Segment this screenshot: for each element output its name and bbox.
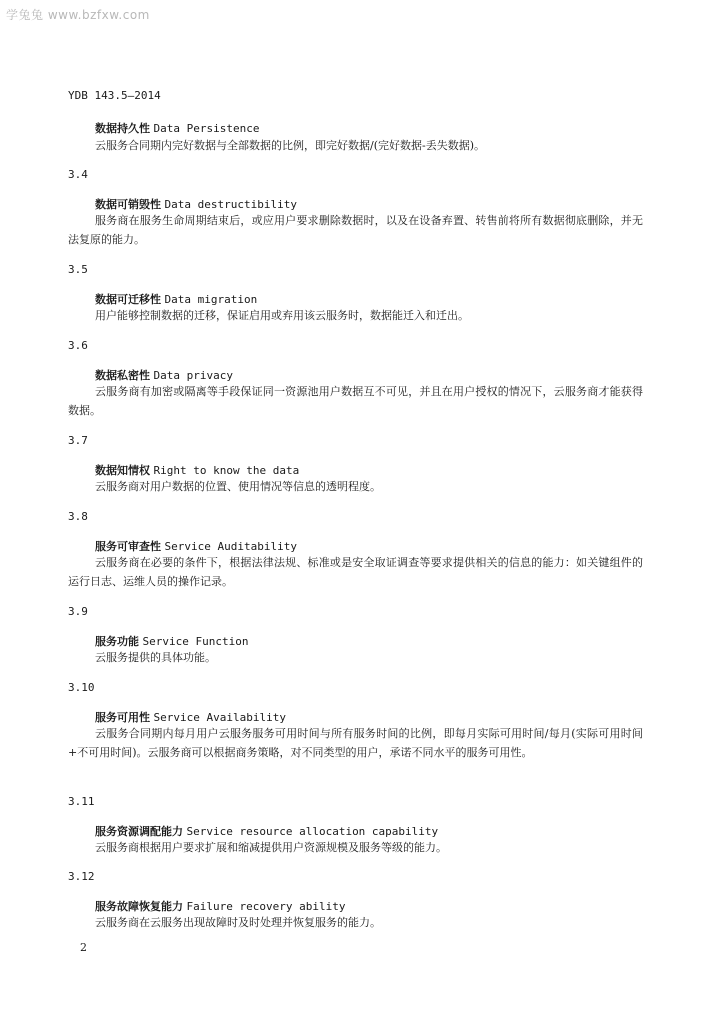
term-chinese: 数据可销毁性 [95,198,161,211]
term-chinese: 服务资源调配能力 [95,825,183,838]
clause-number: 3.10 [68,681,95,694]
term-definition: 云服务合同期内完好数据与全部数据的比例，即完好数据/(完好数据-丢失数据)。 [95,139,486,152]
clause-number: 3.4 [68,168,88,181]
term-english: Data Persistence [153,122,260,135]
term-english: Service Availability [153,711,286,724]
term-english: Data destructibility [164,198,297,211]
term-english: Service Auditability [164,540,297,553]
term-definition: 云服务商对用户数据的位置、使用情况等信息的透明程度。 [95,480,381,493]
term-chinese: 数据持久性 [95,122,150,135]
clause-number: 3.11 [68,795,95,808]
term-heading [95,462,299,478]
term-chinese: 服务故障恢复能力 [95,900,183,913]
page-number: 2 [80,941,87,954]
clause-number: 3.12 [68,870,95,883]
term-heading [95,538,297,554]
watermark: 学兔兔 www.bzfxw.com [6,8,150,22]
term-definition: 云服务合同期内每月用户云服务服务可用时间与所有服务时间的比例，即每月实际可用时间/每月(实际可用时间+不可用时间)。云服务商可以根据商务策略，对不同类型的用户，承诺不同水平的服务可用性。 [68,727,643,759]
term-heading [95,291,257,307]
term-heading [95,709,286,725]
term-chinese: 数据可迁移性 [95,293,161,306]
term-definition: 云服务商在云服务出现故障时及时处理并恢复服务的能力。 [95,916,381,929]
term-english: Right to know the data [153,464,300,477]
term-heading [95,367,233,383]
term-english: Service Function [142,635,249,648]
term-english: Data privacy [153,369,233,382]
term-chinese: 服务功能 [95,635,139,648]
term-heading [95,120,259,136]
term-definition: 服务商在服务生命周期结束后，或应用户要求删除数据时，以及在设备弃置、转售前将所有数据彻底删除，并无法复原的能力。 [68,214,643,246]
clause-number: 3.8 [68,510,88,523]
term-chinese: 服务可审查性 [95,540,161,553]
term-definition: 云服务商根据用户要求扩展和缩减提供用户资源规模及服务等级的能力。 [95,841,447,854]
clause-number: 3.9 [68,605,88,618]
term-heading [95,823,438,839]
term-heading [95,898,345,914]
term-chinese: 数据私密性 [95,369,150,382]
term-definition: 云服务商有加密或隔离等手段保证同一资源池用户数据互不可见，并且在用户授权的情况下，云服务商才能获得数据。 [68,385,643,417]
clause-number: 3.6 [68,339,88,352]
document-header: YDB 143.5—2014 [68,89,161,102]
term-english: Data migration [164,293,258,306]
term-definition: 用户能够控制数据的迁移，保证启用或弃用该云服务时，数据能迁入和迁出。 [95,309,469,322]
term-definition: 云服务提供的具体功能。 [95,651,216,664]
clause-number: 3.5 [68,263,88,276]
term-english: Failure recovery ability [186,900,346,913]
clause-number: 3.7 [68,434,88,447]
term-heading [95,633,248,649]
term-definition: 云服务商在必要的条件下，根据法律法规、标准或是安全取证调查等要求提供相关的信息的能力：如关键组件的运行日志、运维人员的操作记录。 [68,556,643,588]
term-heading [95,196,297,212]
term-chinese: 服务可用性 [95,711,150,724]
term-chinese: 数据知情权 [95,464,150,477]
term-english: Service resource allocation capability [186,825,439,838]
